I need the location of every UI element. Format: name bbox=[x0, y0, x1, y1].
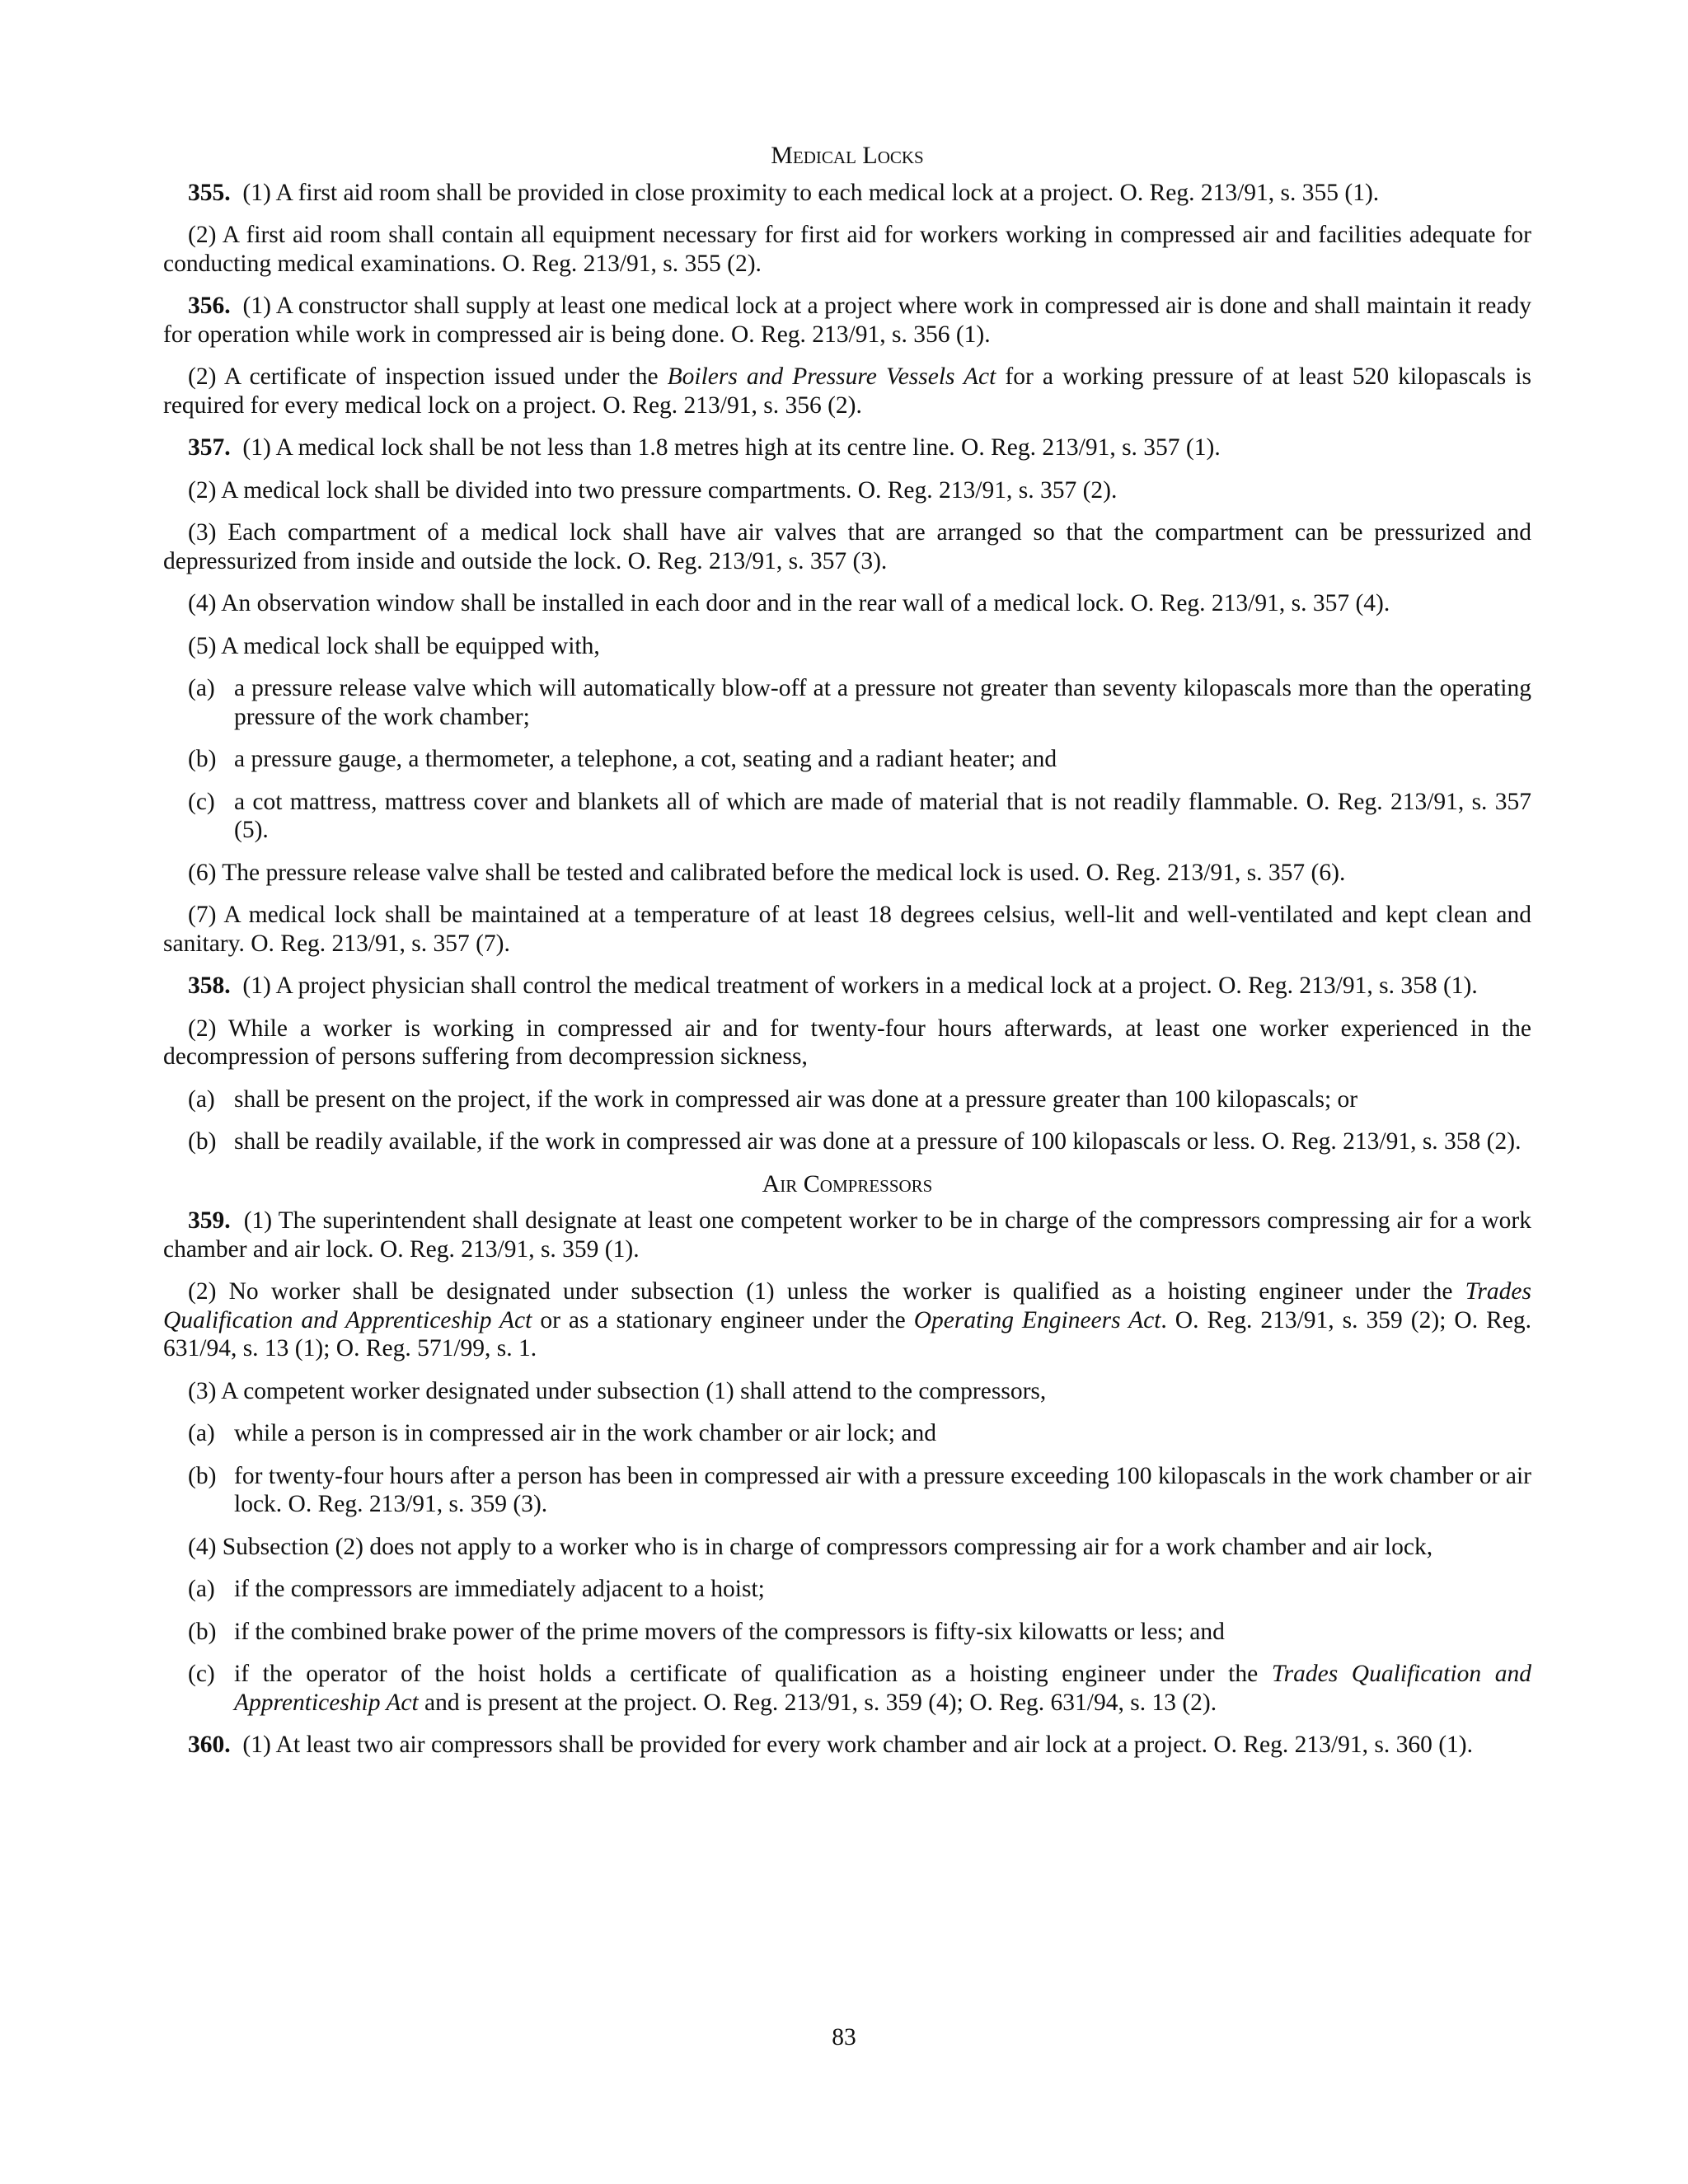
section-paragraph bbox=[163, 632, 1531, 661]
section-paragraph bbox=[163, 476, 1531, 505]
section-paragraph bbox=[163, 179, 1531, 208]
paragraph-text: (4) An observation window shall be installed in each door and in the rear wall of a medical lock. O. Reg. 213/91, s. 357 (4). bbox=[188, 590, 1390, 616]
clause-item bbox=[163, 1618, 1531, 1647]
section-paragraph bbox=[163, 1207, 1531, 1263]
paragraph-text: (2) A first aid room shall contain all equipment necessary for first aid for workers working in compressed air and facilities adequate for conducting medical examinations. O. Reg. 213/91, s. 355 (2). bbox=[163, 222, 1531, 277]
section-paragraph bbox=[163, 589, 1531, 618]
paragraph-text: a cot mattress, mattress cover and blankets all of which are made of material that is not readily flammable. O. Reg. 213/91, s. 357 (5). bbox=[234, 788, 1531, 843]
section-number: 358. bbox=[188, 972, 231, 999]
act-title: Operating Engineers Act bbox=[913, 1306, 1161, 1333]
section-paragraph bbox=[163, 292, 1531, 349]
section-paragraph bbox=[163, 434, 1531, 462]
paragraph-text: for a working pressure of at least 520 kilopascals is required for every medical lock on a project. O. Reg. 213/91, s. 356 (2). bbox=[163, 363, 1531, 419]
section-paragraph bbox=[163, 518, 1531, 575]
paragraph-text: if the combined brake power of the prime movers of the compressors is fifty-six kilowatts or less; and bbox=[234, 1618, 1225, 1645]
paragraph-text: shall be readily available, if the work in compressed air was done at a pressure of 100 kilopascals or less. O. Reg. 213/91, s. 358 (2). bbox=[234, 1128, 1522, 1155]
paragraph-text: (3) A competent worker designated under subsection (1) shall attend to the compressors, bbox=[188, 1377, 1047, 1404]
paragraph-text: (1) The superintendent shall designate at least one competent worker to be in charge of the compressors compressing air for a work chamber and air lock. O. Reg. 213/91, s. 359 (1). bbox=[163, 1207, 1531, 1263]
clause-label: (a) bbox=[188, 1420, 215, 1446]
section-number: 359. bbox=[188, 1207, 231, 1234]
clause-item bbox=[163, 745, 1531, 774]
clause-item bbox=[163, 1575, 1531, 1604]
paragraph-text: (5) A medical lock shall be equipped with, bbox=[188, 632, 600, 659]
section-heading: Air Compressors bbox=[762, 1169, 933, 1197]
page-body bbox=[163, 142, 1531, 1760]
paragraph-text: for twenty-four hours after a person has been in compressed air with a pressure exceeding 100 kilopascals in the work chamber or air lock. O. Reg. 213/91, s. 359 (3). bbox=[234, 1462, 1531, 1517]
paragraph-text: . O. Reg. 213/91, s. 359 (2); O. Reg. 631/94, s. 13 (1); O. Reg. 571/99, s. 1. bbox=[163, 1306, 1531, 1361]
section-paragraph bbox=[163, 859, 1531, 888]
clause-label: (a) bbox=[188, 1085, 215, 1113]
section-paragraph bbox=[163, 901, 1531, 958]
clause-label: (c) bbox=[188, 788, 215, 815]
paragraph-text: a pressure release valve which will automatically blow-off at a pressure not greater than seventy kilopascals more than the operating pressure of the work chamber; bbox=[234, 675, 1531, 730]
section-paragraph bbox=[163, 1533, 1531, 1562]
paragraph-text: while a person is in compressed air in the work chamber or air lock; and bbox=[234, 1420, 936, 1446]
clause-label: (b) bbox=[188, 1128, 217, 1155]
paragraph-text: (2) A certificate of inspection issued under the bbox=[188, 363, 668, 390]
paragraph-text: (7) A medical lock shall be maintained at a temperature of at least 18 degrees celsius, well-lit and well-ventilated and kept clean and sanitary. O. Reg. 213/91, s. 357 (7). bbox=[163, 902, 1531, 957]
paragraph-text: (2) A medical lock shall be divided into two pressure compartments. O. Reg. 213/91, s. 357 (2). bbox=[188, 476, 1118, 504]
act-title: Trades Qualification and Apprenticeship Act bbox=[234, 1661, 1531, 1716]
act-title: Trades Qualification and Apprenticeship Act bbox=[163, 1278, 1531, 1333]
clause-item bbox=[163, 1419, 1531, 1448]
section-number: 360. bbox=[188, 1732, 231, 1758]
clause-label: (b) bbox=[188, 746, 217, 772]
paragraph-text: (1) A first aid room shall be provided in close proximity to each medical lock at a project. O. Reg. 213/91, s. 355 (1). bbox=[242, 179, 1380, 206]
section-paragraph bbox=[163, 972, 1531, 1001]
clause-item bbox=[163, 1462, 1531, 1519]
clause-item bbox=[163, 1660, 1531, 1717]
paragraph-text: (6) The pressure release valve shall be tested and calibrated before the medical lock is used. O. Reg. 213/91, s. 357 (6). bbox=[188, 859, 1346, 886]
paragraph-text: or as a stationary engineer under the bbox=[532, 1306, 914, 1333]
section-paragraph bbox=[163, 1277, 1531, 1363]
clause-item bbox=[163, 788, 1531, 845]
clause-item bbox=[163, 1127, 1531, 1156]
clause-label: (a) bbox=[188, 675, 215, 701]
paragraph-text: (1) A project physician shall control the medical treatment of workers in a medical lock at a project. O. Reg. 213/91, s. 358 (1). bbox=[242, 972, 1478, 999]
section-number: 356. bbox=[188, 293, 231, 319]
paragraph-text: (1) At least two air compressors shall be provided for every work chamber and air lock at a project. O. Reg. 213/91, s. 360 (1). bbox=[242, 1732, 1473, 1758]
paragraph-text: shall be present on the project, if the work in compressed air was done at a pressure greater than 100 kilopascals; or bbox=[234, 1085, 1358, 1113]
section-paragraph bbox=[163, 1731, 1531, 1760]
act-title: Boilers and Pressure Vessels Act bbox=[667, 363, 996, 390]
clause-item bbox=[163, 1085, 1531, 1114]
section-heading: Medical Locks bbox=[771, 142, 924, 169]
section-paragraph bbox=[163, 1377, 1531, 1406]
paragraph-text: (3) Each compartment of a medical lock shall have air valves that are arranged so that the compartment can be pressurized and depressurized from inside and outside the lock. O. Reg. 213/91, s. 357 (3). bbox=[163, 519, 1531, 574]
section-paragraph bbox=[163, 1015, 1531, 1071]
clause-item bbox=[163, 674, 1531, 731]
clause-label: (b) bbox=[188, 1462, 217, 1489]
section-number: 357. bbox=[188, 434, 231, 461]
paragraph-text: (1) A constructor shall supply at least one medical lock at a project where work in compressed air is done and shall maintain it ready for operation while work in compressed air is being done. O. Reg. 213/91, s. 356 (1). bbox=[163, 293, 1531, 348]
clause-label: (b) bbox=[188, 1618, 217, 1645]
clause-label: (a) bbox=[188, 1576, 215, 1602]
page-number: 83 bbox=[832, 2024, 856, 2050]
paragraph-text: (2) While a worker is working in compressed air and for twenty-four hours afterwards, at least one worker experienced in the decompression of persons suffering from decompression sickness, bbox=[163, 1015, 1531, 1070]
paragraph-text: if the compressors are immediately adjacent to a hoist; bbox=[234, 1576, 765, 1602]
paragraph-text: and is present at the project. O. Reg. 213/91, s. 359 (4); O. Reg. 631/94, s. 13 (2). bbox=[418, 1689, 1217, 1716]
section-number: 355. bbox=[188, 179, 231, 206]
clause-label: (c) bbox=[188, 1661, 215, 1687]
paragraph-text: (4) Subsection (2) does not apply to a worker who is in charge of compressors compressing air for a work chamber and air lock, bbox=[188, 1533, 1433, 1560]
section-paragraph bbox=[163, 363, 1531, 419]
paragraph-text: (2) No worker shall be designated under subsection (1) unless the worker is qualified as a hoisting engineer under the bbox=[188, 1278, 1465, 1305]
paragraph-text: a pressure gauge, a thermometer, a telephone, a cot, seating and a radiant heater; and bbox=[234, 746, 1057, 772]
paragraph-text: (1) A medical lock shall be not less than 1.8 metres high at its centre line. O. Reg. 213/91, s. 357 (1). bbox=[242, 434, 1221, 461]
paragraph-text: if the operator of the hoist holds a certificate of qualification as a hoisting engineer under the bbox=[234, 1661, 1272, 1687]
section-paragraph bbox=[163, 221, 1531, 278]
